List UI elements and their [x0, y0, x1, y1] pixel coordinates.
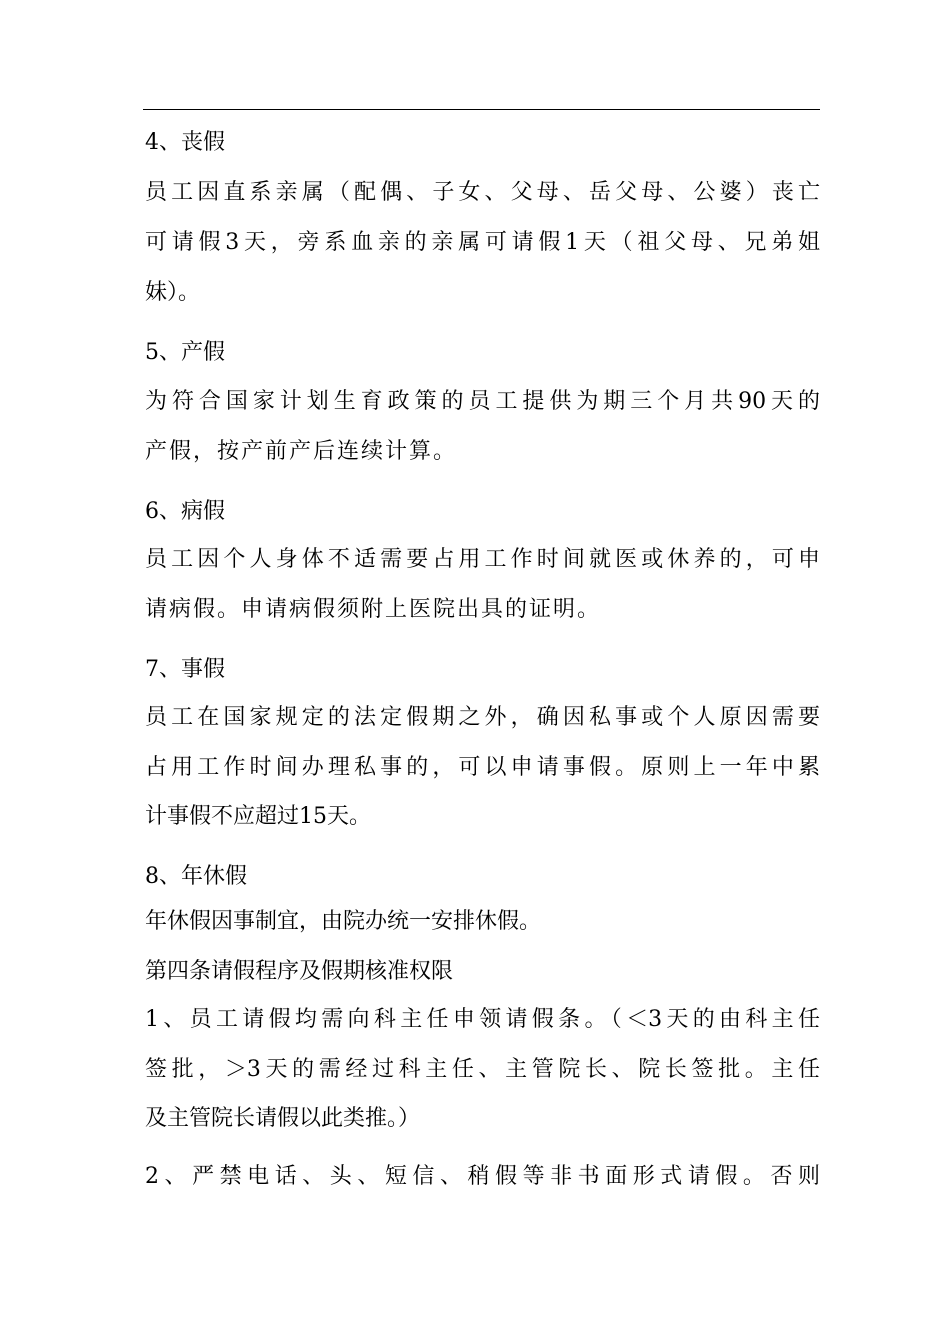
section-heading-annual-leave: 8、年休假	[145, 864, 247, 889]
paragraph-line: 占用工作时间办理私事的，可以申请事假。原则上一年中累	[145, 755, 820, 780]
article-heading: 第四条请假程序及假期核准权限	[145, 959, 454, 984]
section-heading-maternity-leave: 5、产假	[145, 340, 225, 365]
paragraph-line: 可请假3天，旁系血亲的亲属可请假1天（祖父母、兄弟姐	[145, 230, 820, 255]
paragraph-line: 年休假因事制宜，由院办统一安排休假。	[145, 909, 542, 934]
paragraph-line: 员工因直系亲属（配偶、子女、父母、岳父母、公婆）丧亡	[145, 180, 820, 205]
paragraph-line: 妹）。	[145, 280, 201, 305]
section-heading-sick-leave: 6、病假	[145, 499, 225, 524]
section-heading-funeral-leave: 4、丧假	[145, 130, 225, 155]
paragraph-line: 员工在国家规定的法定假期之外，确因私事或个人原因需要	[145, 705, 820, 730]
paragraph-line: 为符合国家计划生育政策的员工提供为期三个月共90天的	[145, 389, 820, 414]
paragraph-line: 计事假不应超过15天。	[145, 804, 371, 829]
paragraph-line: 员工因个人身体不适需要占用工作时间就医或休养的，可申	[145, 547, 820, 572]
paragraph-line: 及主管院长请假以此类推。）	[145, 1106, 421, 1131]
paragraph-line: 签批，＞3天的需经过科主任、主管院长、院长签批。主任	[145, 1057, 820, 1082]
section-heading-personal-leave: 7、事假	[145, 657, 225, 682]
paragraph-line: 1、员工请假均需向科主任申领请假条。（＜3天的由科主任	[145, 1007, 820, 1032]
header-rule	[143, 109, 820, 110]
paragraph-line: 请病假。申请病假须附上医院出具的证明。	[145, 597, 602, 622]
paragraph-line: 产假，按产前产后连续计算。	[145, 439, 458, 464]
paragraph-line: 2、严禁电话、头、短信、稍假等非书面形式请假。否则	[145, 1164, 820, 1189]
